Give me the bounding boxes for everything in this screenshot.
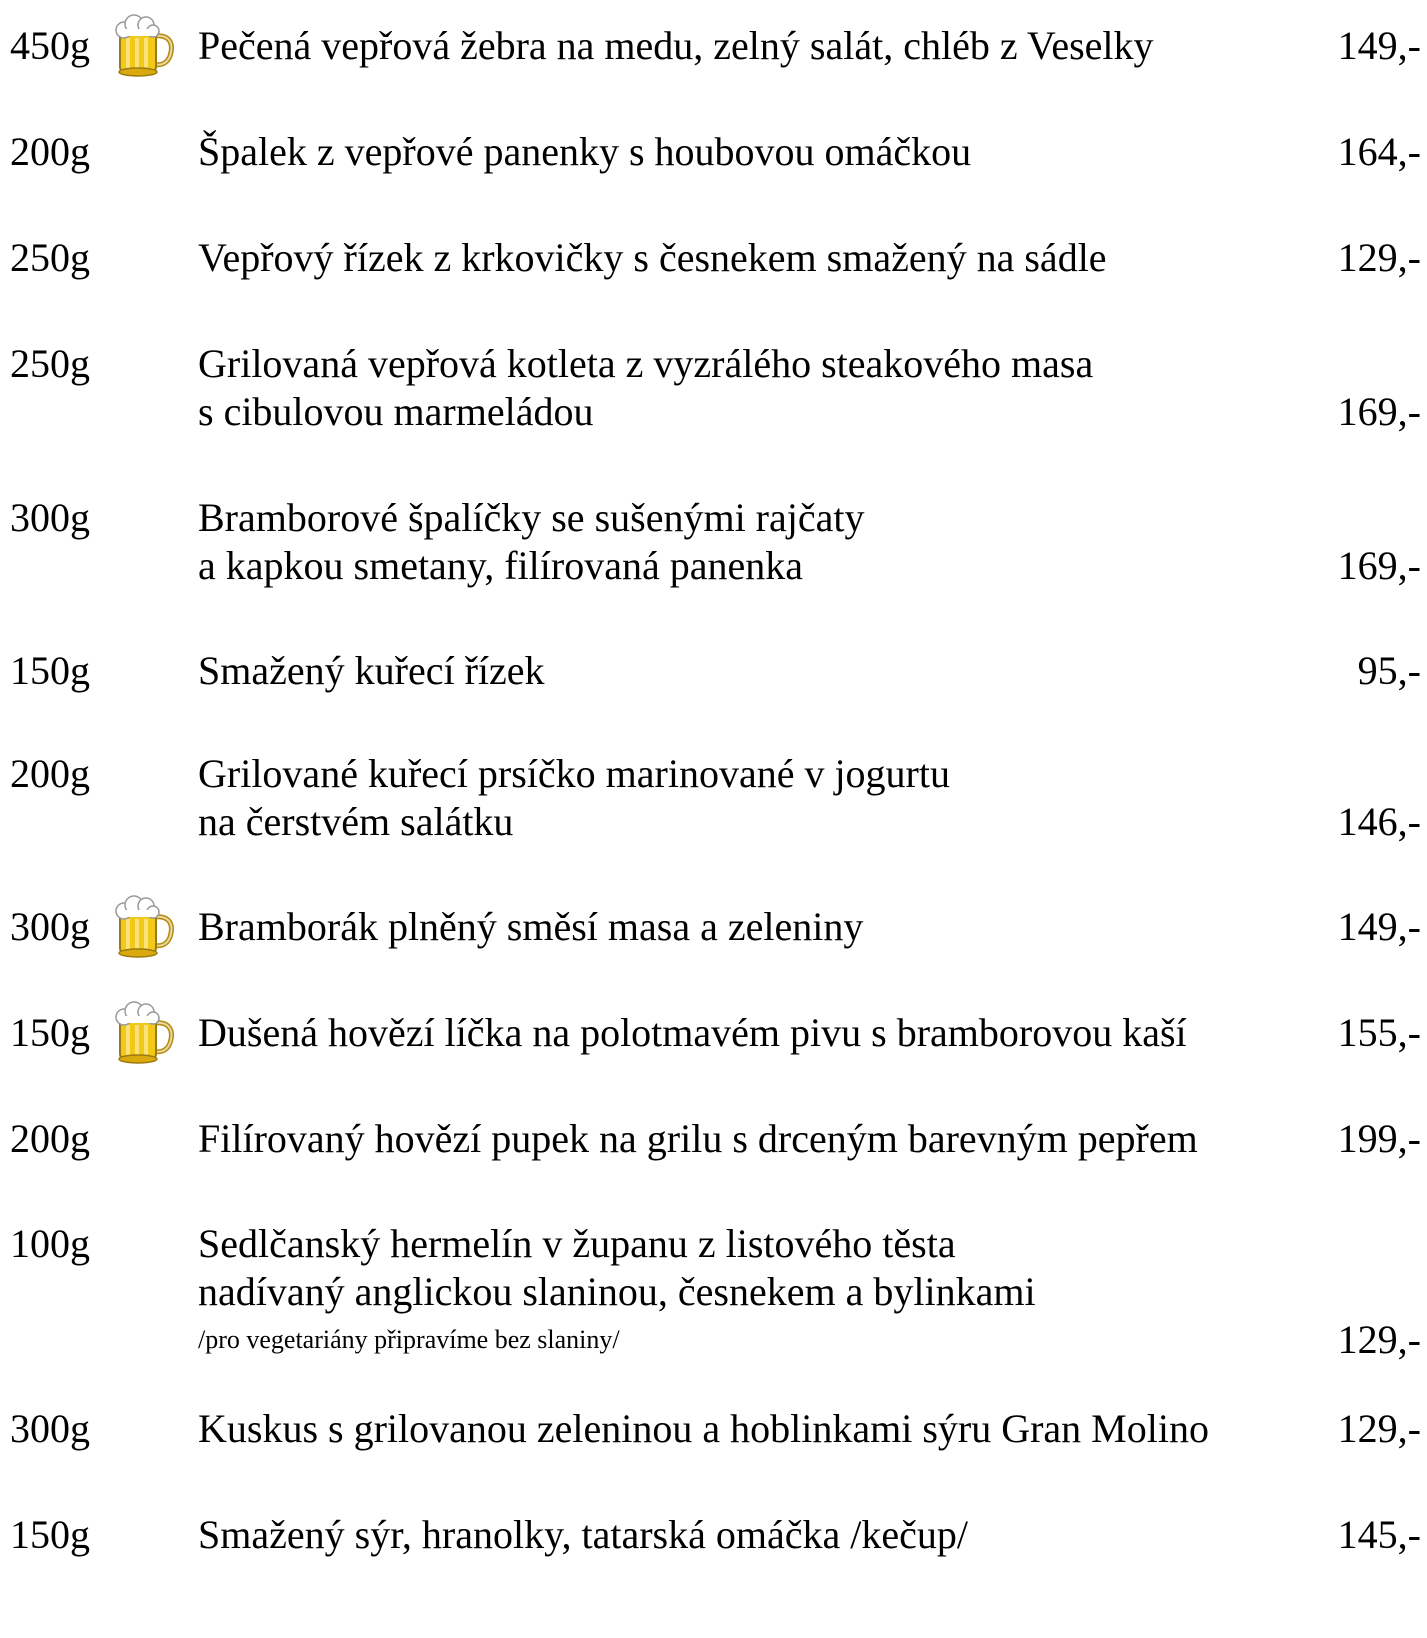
menu-item-description [198,128,1278,176]
menu-item-description [198,1009,1278,1057]
menu-item-price: 149,- [1337,904,1421,949]
beer-mug-icon [110,1001,180,1065]
menu-item-weight: 150g [10,1512,90,1557]
menu-item-description [198,647,1278,695]
menu-item-weight: 200g [10,1116,90,1161]
menu-item-weight: 300g [10,904,90,949]
menu-item-description-line: Dušená hovězí líčka na polotmavém pivu s bramborovou kaší [198,1010,1187,1055]
menu-item-description-line: Sedlčanský hermelín v županu z listového těsta [198,1221,956,1266]
menu-item-price: 169,- [1337,543,1421,588]
menu-item-description-line: Kuskus s grilovanou zeleninou a hoblinkami sýru Gran Molino [198,1406,1209,1451]
beer-mug-icon [110,14,180,78]
menu-item-description-line: a kapkou smetany, filírovaná panenka [198,543,803,588]
menu-item-weight: 300g [10,1406,90,1451]
menu-item-description-line: Vepřový řízek z krkovičky s česnekem smažený na sádle [198,235,1107,280]
menu-item-description-line: Smažený sýr, hranolky, tatarská omáčka /kečup/ [198,1512,968,1557]
menu-item-description [198,340,1278,436]
menu-item-price: 199,- [1337,1116,1421,1161]
menu-item-description [198,494,1278,590]
menu-item-weight: 300g [10,495,90,540]
menu-item-description [198,22,1278,70]
menu-item-description-line: Filírovaný hovězí pupek na grilu s drceným barevným pepřem [198,1116,1198,1161]
menu-item-weight: 450g [10,23,90,68]
menu-item-price: 164,- [1337,129,1421,174]
menu-item-weight: 200g [10,751,90,796]
menu-item-price: 149,- [1337,23,1421,68]
menu-item-description [198,1220,1278,1364]
menu-item-description-line: Bramborák plněný směsí masa a zeleniny [198,904,864,949]
menu-item-description [198,1511,1278,1559]
menu-item-price: 146,- [1337,799,1421,844]
menu-item-weight: 100g [10,1221,90,1266]
menu-item-description [198,234,1278,282]
menu-item-weight: 250g [10,235,90,280]
menu-item-price: 155,- [1337,1010,1421,1055]
menu-item-note: /pro vegetariány připravíme bez slaniny/ [198,1325,620,1354]
menu-item-description-line: Pečená vepřová žebra na medu, zelný salát, chléb z Veselky [198,23,1154,68]
menu-item-description-line: nadívaný anglickou slaninou, česnekem a bylinkami [198,1269,1036,1314]
menu-item-weight: 150g [10,648,90,693]
menu-item-description-line: Bramborové špalíčky se sušenými rajčaty [198,495,865,540]
menu-item-price: 129,- [1337,1406,1421,1451]
menu-item-price: 129,- [1337,235,1421,280]
menu-item-description-line: Grilovaná vepřová kotleta z vyzrálého steakového masa [198,341,1094,386]
menu-item-description [198,1115,1278,1163]
menu-item-weight: 250g [10,341,90,386]
menu-item-weight: 200g [10,129,90,174]
beer-mug-icon [110,895,180,959]
menu-item-price: 145,- [1337,1512,1421,1557]
menu-item-description-line: Špalek z vepřové panenky s houbovou omáčkou [198,129,972,174]
menu-item-description [198,750,1278,846]
menu-item-description-line: Smažený kuřecí řízek [198,648,545,693]
menu-item-description [198,903,1278,951]
menu-item-description-line: Grilované kuřecí prsíčko marinované v jogurtu [198,751,950,796]
menu-item-description-line: na čerstvém salátku [198,799,514,844]
menu-item-price: 129,- [1337,1317,1421,1362]
menu-item-price: 169,- [1337,389,1421,434]
menu-item-description-line: s cibulovou marmeládou [198,389,594,434]
menu-item-price: 95,- [1357,648,1421,693]
menu-item-weight: 150g [10,1010,90,1055]
menu-item-description [198,1405,1278,1453]
